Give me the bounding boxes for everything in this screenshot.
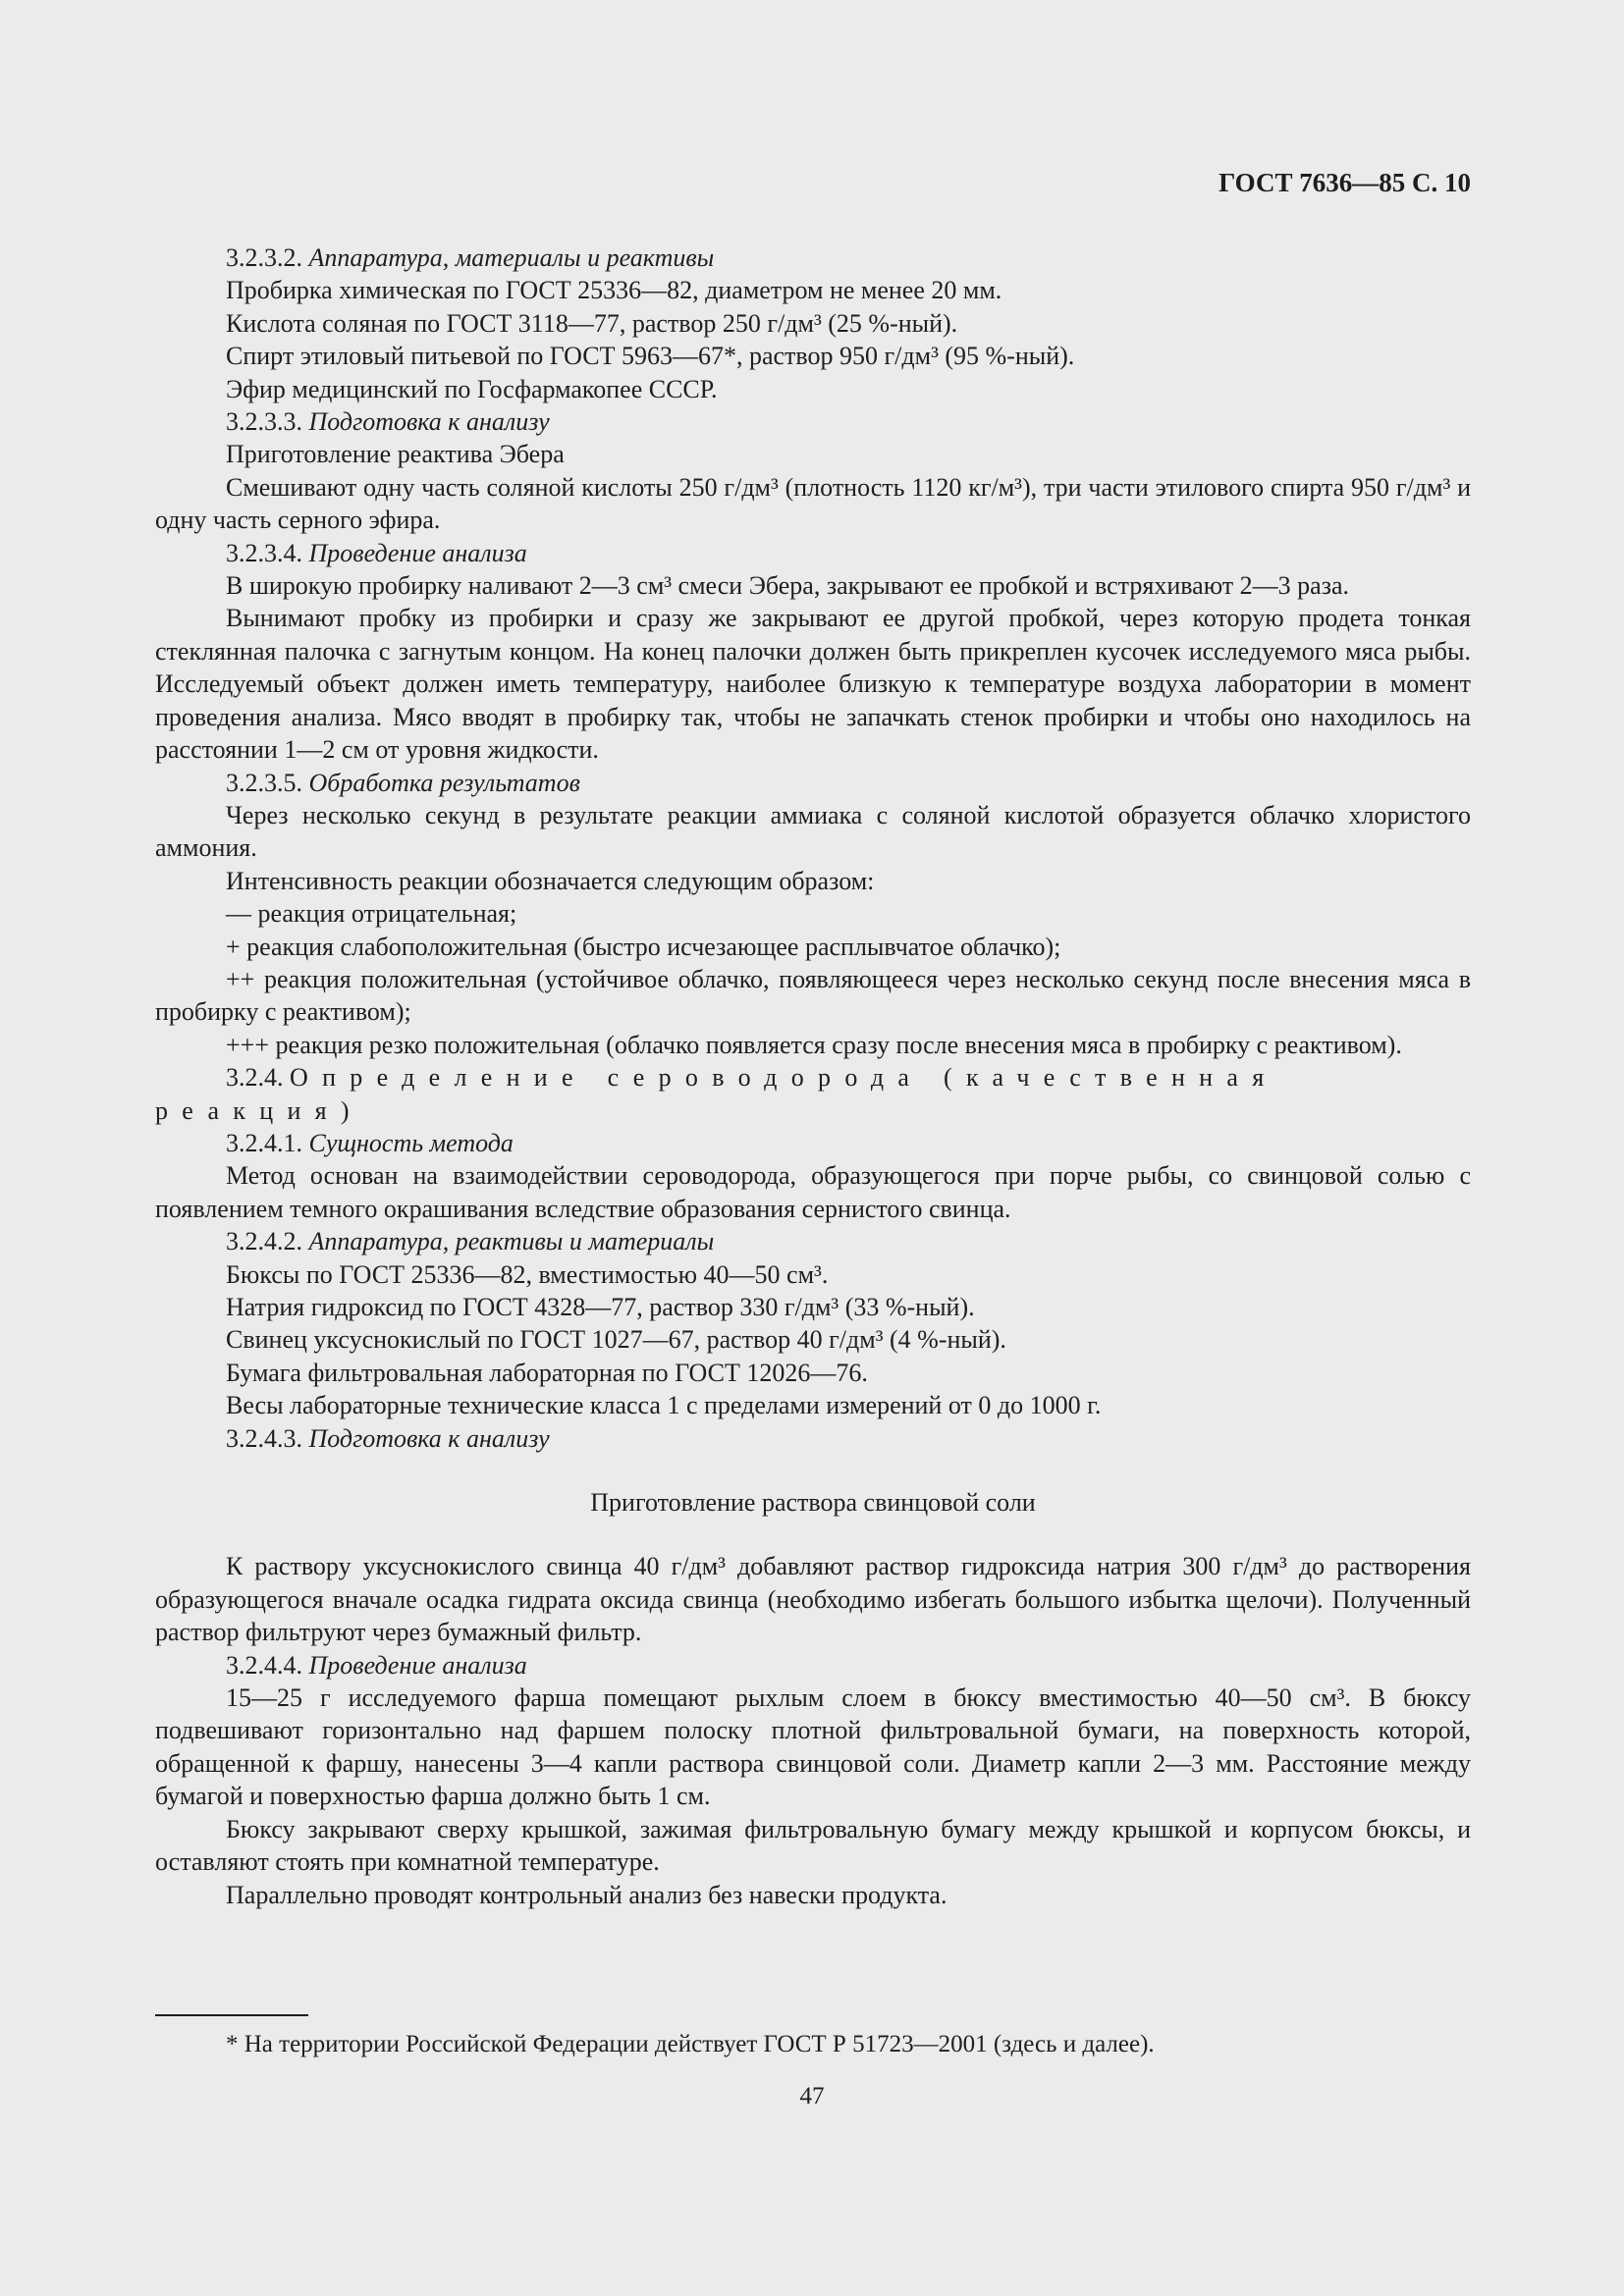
- paragraph: Через несколько секунд в результате реакции аммиака с соляной кислотой образуется облачко хлористого аммония.: [155, 800, 1471, 863]
- section-number: 3.2.4.4.: [226, 1650, 302, 1680]
- subheading: Приготовление реактива Эбера: [226, 440, 565, 469]
- section-number: 3.2.3.5.: [226, 768, 302, 797]
- section-number: 3.2.4.: [226, 1063, 284, 1093]
- section-number: 3.2.4.2.: [226, 1227, 302, 1256]
- page-number: 47: [799, 2083, 825, 2109]
- section-heading: [155, 1127, 1471, 1159]
- centered-heading: Приготовление раствора свинцовой соли: [590, 1488, 1036, 1518]
- paragraph: Параллельно проводят контрольный анализ без навески продукта.: [226, 1880, 947, 1909]
- paragraph: К раствору уксуснокислого свинца 40 г/дм³ добавляют раствор гидроксида натрия 300 г/дм³ до растворения образующегося вначале осадка гидрата оксида свинца (необходимо избегать большого избытка щелочи). Полученный раствор фильтруют через бумажный фильтр.: [155, 1552, 1471, 1647]
- paragraph: Метод основан на взаимодействии сероводорода, образующегося при порче рыбы, со свинцовой солью с появлением темного окрашивания вследствие образования сернистого свинца.: [155, 1161, 1471, 1223]
- section-title: Обработка результатов: [308, 768, 580, 797]
- list-item: Пробирка химическая по ГОСТ 25336—82, диаметром не менее 20 мм.: [226, 276, 1002, 305]
- section-number: 3.2.3.4.: [226, 538, 302, 567]
- section-number: 3.2.4.1.: [226, 1128, 302, 1157]
- section-heading: [155, 405, 1471, 438]
- paragraph: Бюксу закрывают сверху крышкой, зажимая фильтровальную бумагу между крышкой и корпусом бюксы, и оставляют стоять при комнатной температуре.: [155, 1814, 1471, 1877]
- list-item: + реакция слабоположительная (быстро исчезающее расплывчатое облачко);: [226, 932, 1061, 961]
- list-item: Натрия гидроксид по ГОСТ 4328—77, раствор 330 г/дм³ (33 %-ный).: [226, 1293, 975, 1321]
- section-heading: [155, 1422, 1471, 1455]
- section-heading: [155, 537, 1471, 569]
- section-title: Проведение анализа: [308, 538, 527, 567]
- section-number: 3.2.4.3.: [226, 1423, 302, 1453]
- section-title: Аппаратура, материалы и реактивы: [308, 243, 715, 272]
- section-title: Проведение анализа: [308, 1650, 527, 1680]
- paragraph: 15—25 г исследуемого фарша помещают рыхлым слоем в бюксу вместимостью 40—50 см³. В бюксу подвешивают горизонтально над фаршем полоску плотной фильтровальной бумаги, на поверхность которой, обращенной к фаршу, нанесены 3—4 капли раствора свинцовой соли. Диаметр капли 2—3 мм. Расстояние между бумагой и поверхностью фарша должно быть 1 см.: [155, 1683, 1471, 1811]
- footnote: * На территории Российской Федерации действует ГОСТ Р 51723—2001 (здесь и далее).: [226, 2031, 1155, 2057]
- section-title: Подготовка к анализу: [308, 1423, 550, 1453]
- section-heading: [155, 1225, 1471, 1257]
- list-item: — реакция отрицательная;: [226, 899, 517, 929]
- page-header: ГОСТ 7636—85 С. 10: [1218, 168, 1471, 197]
- paragraph: В широкую пробирку наливают 2—3 см³ смеси Эбера, закрывают ее пробкой и встряхивают 2—3 раза.: [226, 571, 1349, 601]
- list-item: +++ реакция резко положительная (облачко появляется сразу после внесения мяса в пробирку с реактивом).: [226, 1030, 1402, 1059]
- section-heading: [155, 1061, 1471, 1127]
- list-item: Эфир медицинский по Госфармакопее СССР.: [226, 374, 718, 403]
- list-item: Весы лабораторные технические класса 1 с пределами измерений от 0 до 1000 г.: [226, 1391, 1102, 1420]
- list-item: Свинец уксуснокислый по ГОСТ 1027—67, раствор 40 г/дм³ (4 %-ный).: [226, 1325, 1006, 1355]
- list-item: Бюксы по ГОСТ 25336—82, вместимостью 40—50 см³.: [226, 1259, 829, 1289]
- section-heading: [155, 767, 1471, 799]
- list-item: Спирт этиловый питьевой по ГОСТ 5963—67*, раствор 950 г/дм³ (95 %-ный).: [226, 342, 1075, 371]
- section-number: 3.2.3.3.: [226, 407, 302, 437]
- paragraph: Смешивают одну часть соляной кислоты 250 г/дм³ (плотность 1120 кг/м³), три части этилового спирта 950 г/дм³ и одну часть серного эфира.: [155, 472, 1471, 535]
- section-heading: [155, 1649, 1471, 1682]
- paragraph: Интенсивность реакции обозначается следующим образом:: [226, 866, 875, 895]
- footnote-divider: [155, 2014, 308, 2016]
- list-item: ++ реакция положительная (устойчивое облачко, появляющееся через несколько секунд после внесения мяса в пробирку с реактивом);: [155, 964, 1471, 1027]
- list-item: Бумага фильтровальная лабораторная по ГОСТ 12026—76.: [226, 1358, 868, 1387]
- section-title: Аппаратура, реактивы и материалы: [308, 1227, 715, 1256]
- section-heading: [155, 241, 1471, 274]
- document-body: [155, 241, 1471, 1911]
- paragraph: Вынимают пробку из пробирки и сразу же закрывают ее другой пробкой, через которую продета тонкая стеклянная палочка с загнутым концом. На конец палочки должен быть прикреплен кусочек исследуемого мяса рыбы. Исследуемый объект должен иметь температуру, наиболее близкую к температуре воздуха лаборатории в момент проведения анализа. Мясо вводят в пробирку так, чтобы не запачкать стенок пробирки и чтобы оно находилось на расстоянии 1—2 см от уровня жидкости.: [155, 604, 1471, 765]
- section-number: 3.2.3.2.: [226, 243, 302, 272]
- section-title: Подготовка к анализу: [308, 407, 550, 437]
- list-item: Кислота соляная по ГОСТ 3118—77, раствор 250 г/дм³ (25 %-ный).: [226, 308, 958, 338]
- section-title: Определение сероводорода (качественная реакция): [155, 1063, 1278, 1125]
- section-title: Сущность метода: [308, 1128, 514, 1157]
